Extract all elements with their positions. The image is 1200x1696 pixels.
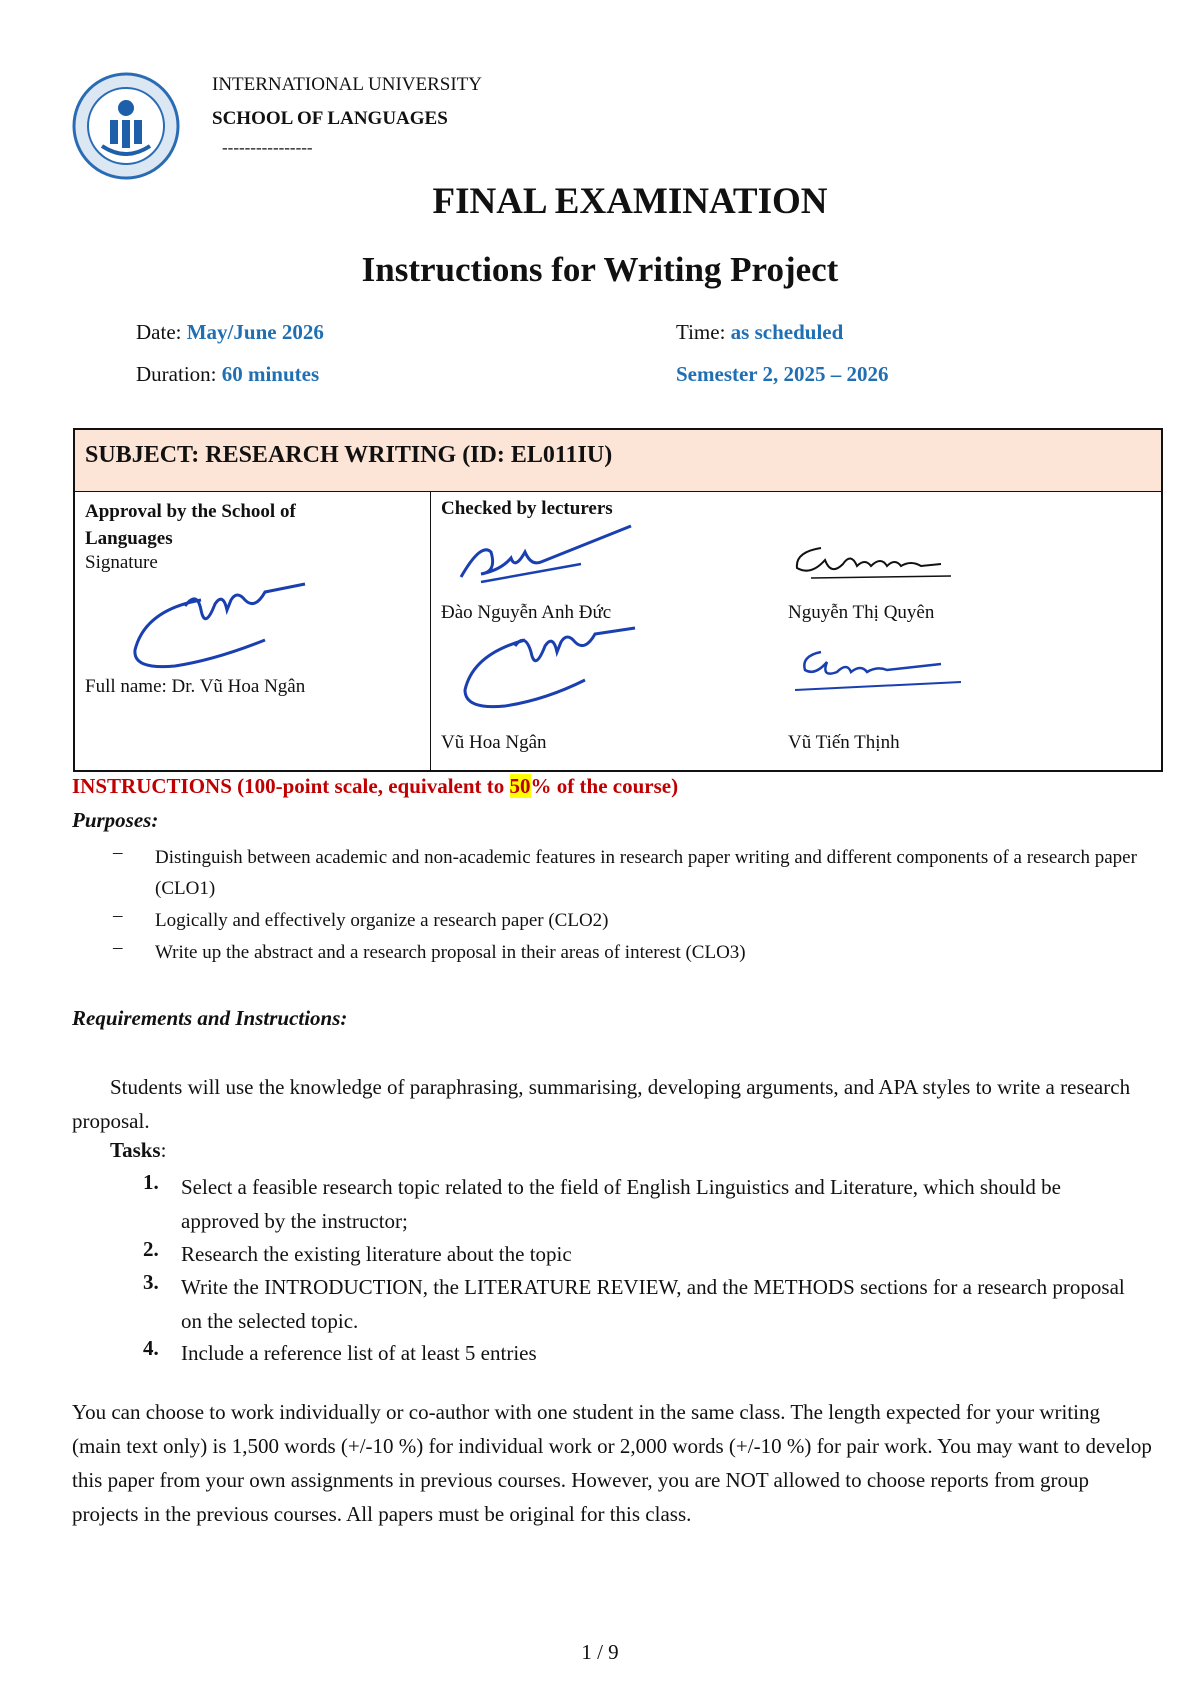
dean-signature [105, 570, 335, 685]
duration-value: 60 minutes [221, 362, 320, 386]
university-logo [72, 72, 180, 180]
signature-ngan [445, 620, 665, 725]
closing-paragraph: You can choose to work individually or co-author with one student in the same class. The length expected for your writing (main text only) is 1,500 words (+/-10 %) for individual work or 2,000 words (+/-10 %) for pair work. You may want to develop this paper from your own assignments in previous courses. However, you are NOT allowed to choose reports from group projects in the previous courses. All papers must be original for this class. [72, 1400, 1152, 1526]
purpose-dash: – [113, 905, 123, 926]
instructions-title-highlight: 50 [509, 774, 531, 798]
page-title: FINAL EXAMINATION [432, 181, 828, 222]
purpose-text: Logically and effectively organize a research paper (CLO2) [155, 910, 609, 931]
page-number: 1 / 9 [581, 1640, 619, 1664]
purpose-dash: – [113, 842, 123, 863]
semester: Semester 2, 2025 – 2026 [676, 362, 889, 386]
purposes-heading: Purposes: [72, 808, 159, 832]
tasks-label [110, 1138, 166, 1163]
instructions-title [72, 774, 678, 799]
subject-cell: SUBJECT: RESEARCH WRITING (ID: EL011IU) [74, 429, 1162, 491]
lecturer-name-2: Nguyễn Thị Quyên [788, 601, 935, 623]
purpose-dash: – [113, 937, 123, 958]
header-divider: ---------------- [222, 138, 313, 157]
lecturer-name-4: Vũ Tiến Thịnh [788, 731, 900, 753]
task-number: 1. [143, 1170, 159, 1194]
approval-table [73, 428, 1163, 772]
date-value: May/June 2026 [186, 320, 324, 344]
task-number: 4. [143, 1336, 159, 1360]
task-number: 3. [143, 1270, 159, 1294]
checked-title: Checked by lecturers [441, 497, 613, 519]
time-value: as scheduled [730, 320, 844, 344]
lecturer-name-3: Vũ Hoa Ngân [441, 731, 547, 753]
task-text: Include a reference list of at least 5 entries [181, 1341, 537, 1365]
task-text: Select a feasible research topic related to the field of English Linguistics and Literature, which should be approved by the instructor; [181, 1175, 1061, 1233]
signature-thinh [791, 642, 971, 707]
approval-cell [74, 491, 431, 771]
signature-label: Signature [85, 551, 158, 573]
signature-quyen [791, 536, 961, 591]
university-name: INTERNATIONAL UNIVERSITY [212, 74, 483, 95]
instructions-title-pre: INSTRUCTIONS (100-point scale, equivalent to [72, 774, 510, 798]
requirements-heading: Requirements and Instructions: [72, 1006, 348, 1030]
exam-duration [136, 362, 319, 387]
time-label: Time: [676, 320, 731, 344]
lecturer-name-1: Đào Nguyễn Anh Đức [441, 601, 612, 623]
lecturers-cell [431, 491, 1163, 771]
dean-full-name: Full name: Dr. Vũ Hoa Ngân [85, 675, 306, 697]
task-text: Research the existing literature about the topic [181, 1242, 572, 1266]
instructions-title-post: % of the course) [530, 774, 679, 798]
purpose-text: Write up the abstract and a research proposal in their areas of interest (CLO3) [155, 942, 746, 963]
intro-paragraph: Students will use the knowledge of paraphrasing, summarising, developing arguments, and APA styles to write a research proposal. [72, 1075, 1131, 1133]
exam-date [136, 320, 324, 345]
approval-title: Approval by the School of Languages [85, 500, 296, 549]
task-number: 2. [143, 1237, 159, 1261]
tasks-colon: : [160, 1138, 167, 1162]
purpose-text: Distinguish between academic and non-academic features in research paper writing and different components of a research paper (CLO1) [155, 847, 1137, 899]
tasks-label-text: Tasks [110, 1138, 161, 1162]
exam-time [676, 320, 843, 345]
task-text: Write the INTRODUCTION, the LITERATURE REVIEW, and the METHODS sections for a research proposal on the selected topic. [181, 1275, 1125, 1333]
school-name: SCHOOL OF LANGUAGES [212, 108, 448, 129]
date-label: Date: [136, 320, 187, 344]
page-subtitle: Instructions for Writing Project [361, 250, 839, 289]
signature-duc [451, 522, 641, 597]
duration-label: Duration: [136, 362, 222, 386]
